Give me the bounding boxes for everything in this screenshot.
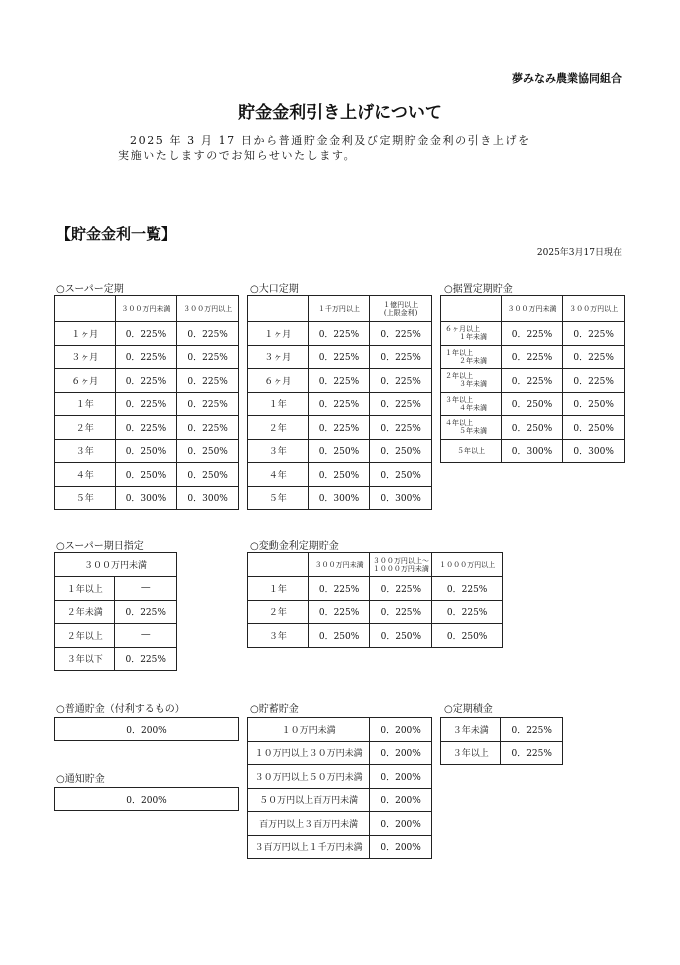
term-line: １年以上 [445,348,473,357]
rate-cell: 0．225% [115,416,177,440]
rate-cell: 0．300% [115,486,177,510]
intro-line-1: 2025 年 3 月 17 日から普通貯金金利及び定期貯金金利の引き上げを [130,134,531,147]
intro-text [118,133,578,163]
teiki-tsumikin-title: ○定期積金 [444,704,493,715]
term-cell: ３年 [248,439,309,463]
rate-cell: 0．225% [308,416,370,440]
rate-cell: 0．250% [115,439,177,463]
term-line: ５年未満 [459,427,487,436]
rate-cell: 0．225% [501,718,563,742]
rate-cell: 0．250% [563,416,625,440]
ooguchi-teiki-title: ○大口定期 [250,284,299,295]
rate-cell: 0．225% [370,369,432,393]
chochiku-table [247,717,432,859]
term-cell: ４年 [55,463,116,487]
term-line: ４年未満 [459,403,487,412]
term-cell: ３百万円以上１千万円未満 [248,835,370,859]
rate-cell: 0．225% [308,369,370,393]
rate-cell: 0．225% [563,345,625,369]
rate-cell: 0．225% [308,577,370,601]
term-cell: ２年 [55,416,116,440]
rate-cell: 0．225% [501,741,563,765]
term-cell [441,345,502,369]
rate-cell: 0．225% [115,392,177,416]
table-row [441,322,625,346]
table-row [55,600,177,624]
table-row [55,624,177,648]
header-cell [248,553,309,577]
table-row [248,439,432,463]
term-cell: ２年未満 [55,600,115,624]
term-cell: 百万円以上３百万円未満 [248,812,370,836]
term-cell: ５年 [248,486,309,510]
table-row [441,345,625,369]
header-cell [55,296,116,322]
term-cell: １年以上 [55,577,115,601]
rate-cell: 0．225% [177,392,239,416]
intro-line-2: 実施いたしますのでお知らせいたします。 [118,149,357,162]
table-row [55,345,239,369]
rate-cell: 0．200% [370,718,432,742]
header-cell [370,553,432,577]
table-row [441,439,625,463]
table-row [441,741,563,765]
table-row [248,718,432,742]
rate-cell: 0．225% [308,345,370,369]
table-row [441,392,625,416]
rate-cell: 0．200% [370,835,432,859]
rate-cell: 0．250% [115,463,177,487]
header-cell: １０００万円以上 [432,553,503,577]
rate-cell: 0．225% [308,600,370,624]
rate-cell: 0．300% [563,439,625,463]
header-line: １億円以上 [383,300,419,309]
term-line: ３年以上 [445,395,473,404]
rate-cell: 0．300% [308,486,370,510]
table-row [248,345,432,369]
table-row [248,835,432,859]
rate-cell: 0．300% [177,486,239,510]
term-cell: ２年 [248,416,309,440]
rate-cell: 0．200% [55,718,239,741]
rate-cell: 0．225% [432,577,503,601]
table-row [55,463,239,487]
rate-cell: 0．250% [370,439,432,463]
rate-cell: 0．250% [501,392,563,416]
table-row [248,577,503,601]
hendo-title: ○変動金利定期貯金 [250,541,339,552]
term-cell: ５年 [55,486,116,510]
rate-cell: 0．250% [563,392,625,416]
rate-cell: 0．250% [370,463,432,487]
term-cell [441,369,502,393]
term-cell: ２年以上 [55,624,115,648]
table-row [248,463,432,487]
term-cell: ４年 [248,463,309,487]
rate-cell: 0．225% [370,416,432,440]
table-row [248,600,503,624]
rate-cell: 0．225% [177,322,239,346]
term-cell: １ヶ月 [248,322,309,346]
term-cell: ３年未満 [441,718,501,742]
rate-cell: 0．200% [370,741,432,765]
term-cell: １０万円未満 [248,718,370,742]
sueoki-teiki-title: ○据置定期貯金 [444,284,513,295]
rate-cell: 0．225% [308,392,370,416]
section-heading: 【貯金金利一覧】 [56,225,177,243]
header-cell: ３００万円未満 [501,296,563,322]
term-cell: ６ヶ月 [248,369,309,393]
term-line: ３年未満 [459,380,487,389]
table-row [55,369,239,393]
teiki-tsumikin-table [440,717,563,765]
table-row [248,765,432,789]
rate-cell: 0．225% [177,345,239,369]
term-cell: ３年 [55,439,116,463]
table-row [248,486,432,510]
kijitsu-table [54,552,177,671]
term-cell [441,322,502,346]
header-cell: １千万円以上 [308,296,370,322]
table-row [248,812,432,836]
rate-cell: 0．225% [370,392,432,416]
term-cell: １年 [248,577,309,601]
rate-cell: 0．250% [177,463,239,487]
term-cell: ５０万円以上百万円未満 [248,788,370,812]
table-row [248,788,432,812]
table-row [248,741,432,765]
term-cell: ３年以上 [441,741,501,765]
table-row [441,718,563,742]
rate-cell: 0．250% [308,463,370,487]
rate-cell: 0．225% [370,600,432,624]
rate-cell: 0．225% [177,416,239,440]
rate-cell: 0．225% [563,369,625,393]
term-line: ２年以上 [445,372,473,381]
rate-cell: 0．225% [177,369,239,393]
rate-cell: 0．200% [370,812,432,836]
rate-cell: 0．225% [432,600,503,624]
header-line: (上限金利) [383,308,418,317]
rate-cell: 0．200% [370,788,432,812]
table-row [55,392,239,416]
rate-cell: 0．225% [370,577,432,601]
term-cell: ２年 [248,600,309,624]
term-cell: ３年 [248,624,309,648]
header-cell: ３００万円未満 [308,553,370,577]
rate-cell: 0．225% [563,322,625,346]
header-cell [441,296,502,322]
term-cell: １０万円以上３０万円未満 [248,741,370,765]
rate-cell: 0．225% [115,369,177,393]
header-line: ３００万円以上～ [372,556,429,565]
term-cell [441,416,502,440]
ooguchi-teiki-table [247,295,432,510]
rate-cell: 0．250% [501,416,563,440]
header-cell: ３００万円未満 [55,553,177,577]
rate-cell: 0．300% [501,439,563,463]
rate-cell: 0．250% [432,624,503,648]
super-teiki-title: ○スーパー定期 [56,284,124,295]
organization-name: 夢みなみ農業協同組合 [512,72,622,85]
header-cell [370,296,432,322]
page-title: 貯金金利引き上げについて [238,103,442,123]
rate-cell: 0．225% [115,322,177,346]
table-row [55,647,177,671]
rate-cell: 0．225% [115,345,177,369]
rate-cell: 0．250% [308,439,370,463]
rate-cell: 0．225% [501,369,563,393]
table-row [248,416,432,440]
table-row [55,577,177,601]
term-line: ６ヶ月以上 [445,325,480,334]
table-row [441,369,625,393]
futsu-table [54,717,239,741]
super-teiki-table [54,295,239,510]
rate-cell: 0．225% [501,322,563,346]
rate-cell: ― [115,624,177,648]
tsuchi-table [54,787,239,811]
rate-cell: 0．225% [501,345,563,369]
rate-cell: 0．225% [370,322,432,346]
table-row [55,416,239,440]
table-row [441,416,625,440]
table-row [248,624,503,648]
rate-cell: 0．200% [370,765,432,789]
rate-cell: 0．200% [55,788,239,811]
rate-cell: 0．225% [370,345,432,369]
header-cell: ３００万円以上 [563,296,625,322]
table-row [55,439,239,463]
term-cell: １年 [55,392,116,416]
table-row [55,322,239,346]
sueoki-teiki-table [440,295,625,463]
futsu-title: ○普通貯金（付利するもの） [56,704,185,715]
rate-cell: 0．225% [115,647,177,671]
rate-cell: 0．225% [308,322,370,346]
header-cell [248,296,309,322]
term-cell [441,392,502,416]
table-row [248,369,432,393]
rate-cell: 0．250% [308,624,370,648]
term-line: １年未満 [459,333,487,342]
rate-cell: 0．225% [115,600,177,624]
term-cell: １年 [248,392,309,416]
term-line: ２年未満 [459,356,487,365]
as-of-date: 2025年3月17日現在 [536,248,622,258]
term-cell [441,439,502,463]
tsuchi-title: ○通知貯金 [56,774,105,785]
kijitsu-title: ○スーパー期日指定 [56,541,144,552]
term-line: ４年以上 [445,419,473,428]
term-cell: １ヶ月 [55,322,116,346]
term-cell: ６ヶ月 [55,369,116,393]
term-cell: ３ヶ月 [55,345,116,369]
header-cell: ３００万円未満 [115,296,177,322]
rate-cell: 0．300% [370,486,432,510]
rate-cell: ― [115,577,177,601]
term-line: ５年以上 [457,446,485,455]
table-row [248,392,432,416]
rate-cell: 0．250% [370,624,432,648]
chochiku-title: ○貯蓄貯金 [250,704,299,715]
term-cell: ３年以下 [55,647,115,671]
rate-cell: 0．250% [177,439,239,463]
header-line: １０００万円未満 [372,564,429,573]
header-cell: ３００万円以上 [177,296,239,322]
hendo-table [247,552,503,648]
term-cell: ３ヶ月 [248,345,309,369]
term-cell: ３０万円以上５０万円未満 [248,765,370,789]
table-row [55,486,239,510]
table-row [248,322,432,346]
